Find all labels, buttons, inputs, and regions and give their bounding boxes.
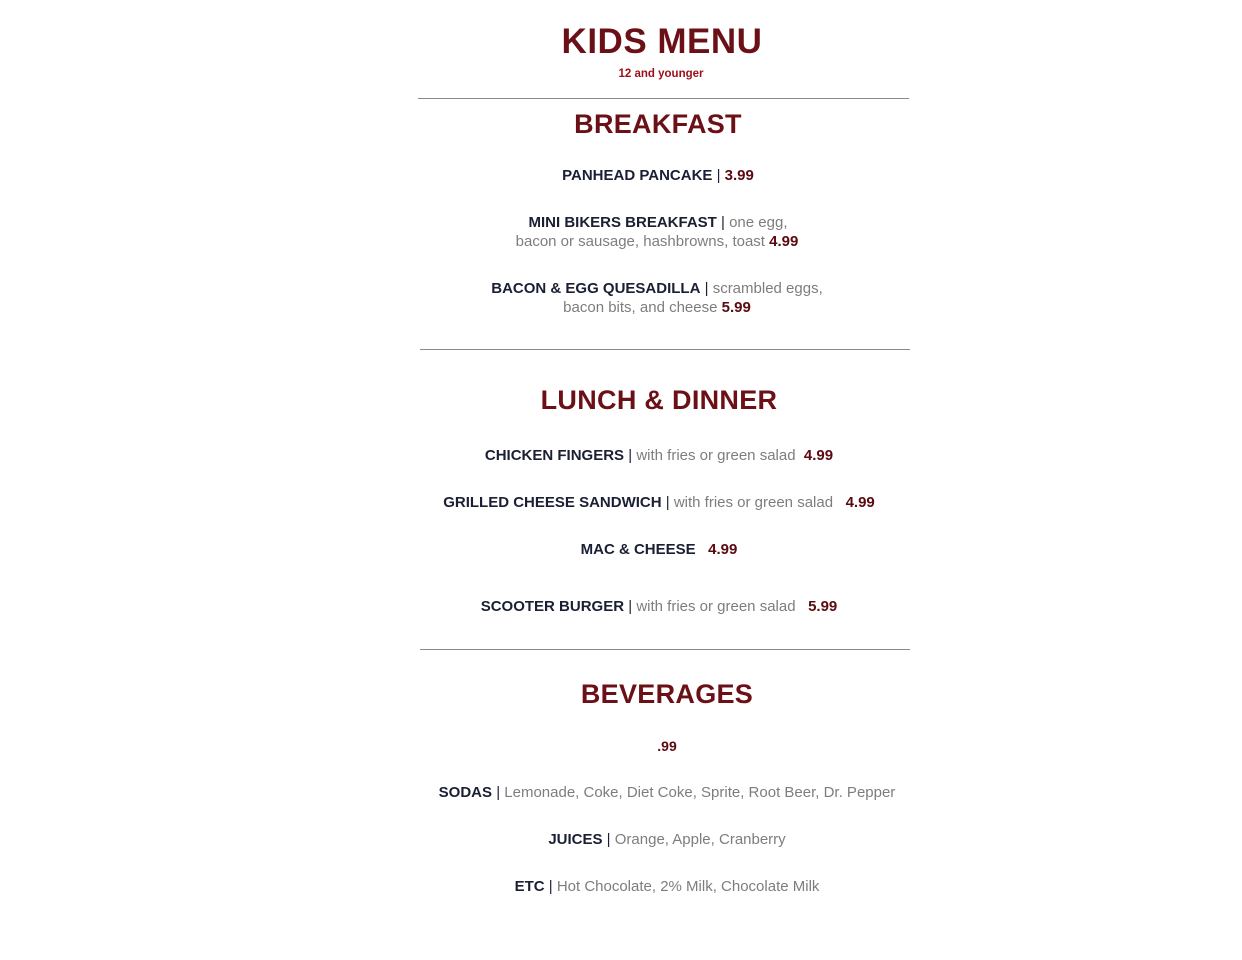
item-name: SODAS	[438, 784, 493, 801]
item-name: BACON & EGG QUESADILLA	[491, 280, 701, 297]
item-description: scrambled eggs,	[712, 280, 823, 297]
item-name: JUICES	[548, 831, 603, 848]
menu-item-mac-cheese	[0, 540, 1242, 559]
menu-item-bacon-egg-quesadilla-line1	[0, 279, 1242, 298]
divider-lunch-dinner	[420, 649, 910, 650]
item-description: Hot Chocolate, 2% Milk, Chocolate Milk	[556, 878, 820, 895]
item-name: SCOOTER BURGER	[480, 598, 625, 615]
item-name: CHICKEN FINGERS	[484, 447, 625, 464]
item-separator: |	[704, 280, 709, 297]
item-price: 5.99	[808, 598, 838, 615]
divider-breakfast	[420, 349, 910, 350]
item-name: ETC	[514, 878, 545, 895]
menu-item-sodas	[0, 783, 1242, 802]
item-separator: |	[716, 167, 721, 184]
item-description: with fries or green salad	[636, 598, 796, 615]
item-price: 4.99	[708, 541, 738, 558]
item-price: 4.99	[845, 494, 875, 511]
beverage-price: .99	[657, 738, 677, 754]
divider-top	[418, 98, 909, 99]
menu-title: KIDS MENU	[561, 22, 763, 61]
menu-item-panhead-pancake	[0, 166, 1242, 185]
item-name: GRILLED CHEESE SANDWICH	[443, 494, 662, 511]
menu-subtitle: 12 and younger	[618, 68, 704, 80]
beverages-price	[0, 737, 1242, 756]
menu-item-grilled-cheese-sandwich	[0, 493, 1242, 512]
menu-item-chicken-fingers	[0, 446, 1242, 465]
item-separator: |	[606, 831, 611, 848]
item-separator: |	[665, 494, 670, 511]
item-separator: |	[496, 784, 501, 801]
menu-item-scooter-burger	[0, 597, 1242, 616]
item-name: MINI BIKERS BREAKFAST	[528, 214, 717, 231]
item-separator: |	[548, 878, 553, 895]
item-description: with fries or green salad	[636, 447, 796, 464]
item-description: bacon bits, and cheese	[563, 299, 718, 316]
item-price: 3.99	[724, 167, 754, 184]
item-description: bacon or sausage, hashbrowns, toast	[515, 233, 765, 250]
menu-item-juices	[0, 830, 1242, 849]
menu-item-mini-bikers-breakfast-line1	[0, 213, 1242, 232]
item-description: Lemonade, Coke, Diet Coke, Sprite, Root Beer, Dr. Pepper	[504, 784, 896, 801]
beverages-heading: BEVERAGES	[580, 679, 754, 709]
item-separator: |	[721, 214, 725, 231]
menu-item-mini-bikers-breakfast-line2	[0, 232, 1242, 251]
item-name: PANHEAD PANCAKE	[562, 167, 713, 184]
item-description: Orange, Apple, Cranberry	[614, 831, 786, 848]
item-description: with fries or green salad	[673, 494, 834, 511]
menu-item-bacon-egg-quesadilla-line2	[0, 298, 1242, 317]
item-separator: |	[628, 598, 633, 615]
item-price: 5.99	[721, 299, 751, 316]
menu-item-etc	[0, 877, 1242, 896]
breakfast-heading: BREAKFAST	[574, 109, 742, 139]
item-separator: |	[628, 447, 633, 464]
item-description: one egg,	[729, 214, 788, 231]
item-price: 4.99	[769, 233, 799, 250]
item-price: 4.99	[803, 447, 834, 464]
item-name: MAC & CHEESE	[580, 541, 696, 558]
lunch-dinner-heading: LUNCH & DINNER	[540, 385, 778, 415]
